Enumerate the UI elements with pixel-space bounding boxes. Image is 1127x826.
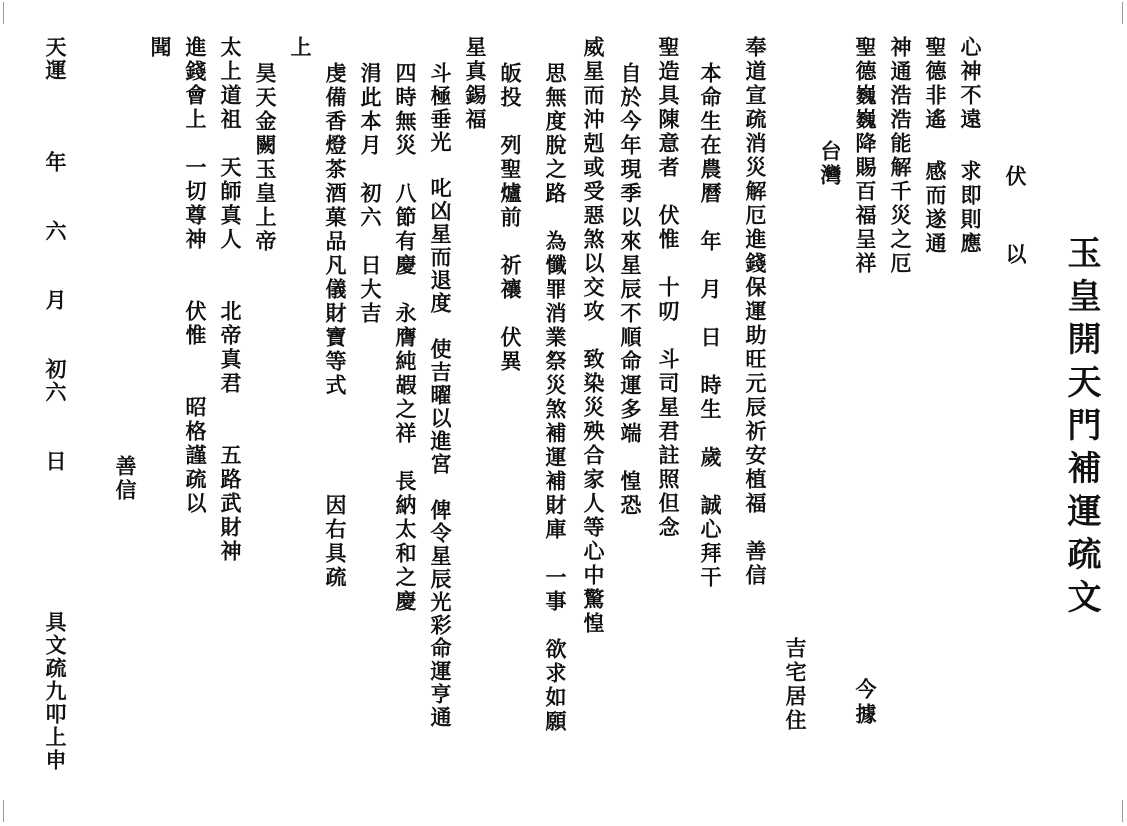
text-column-24: 太上道祖 天師真人 北帝真君 五路武財神	[218, 36, 243, 564]
text-column-21: 虔備香燈茶酒菓品凡儀財寶等式 因右具疏	[323, 62, 348, 590]
text-column-13: 自於今年現季以來星辰不順命運多端 惶恐	[618, 62, 643, 518]
text-column-10: 奉道宣疏消災解厄進錢保運助旺元辰祈安植福 善信	[743, 36, 768, 588]
text-column-17: 星真錫福	[463, 36, 488, 132]
text-column-14: 威星而沖剋或受惡煞以交攻 致染災殃合家人等心中驚惶	[581, 36, 606, 636]
text-column-9: 吉宅居住	[783, 637, 808, 733]
crop-mark-bottom-right	[1122, 800, 1123, 822]
text-column-26: 聞	[148, 36, 173, 60]
text-column-22: 上	[288, 36, 313, 60]
text-column-28: 天運 年 六 月 初六 日 具文疏九叩上申	[43, 36, 68, 772]
text-column-2: 心神不遠 求即則應	[958, 36, 983, 256]
text-column-5: 聖德巍巍降賜百福呈祥	[853, 36, 878, 276]
text-column-4: 神通浩浩能解千災之厄	[888, 36, 913, 276]
text-column-15: 思無度脫之路 為懺罪消業祭災煞補運補財庫 一事 欲求如願	[543, 62, 568, 734]
text-column-1: 伏 以	[1003, 165, 1028, 280]
text-column-25: 進錢會上 一切尊神 伏惟 昭格謹疏以	[183, 36, 208, 516]
text-column-16: 皈投 列聖爐前 祈禳 伏異	[498, 62, 523, 374]
text-column-11: 本命生在農曆 年 月 日 時生 歲 誠心拜干	[698, 62, 723, 590]
text-column-27: 善信	[113, 455, 138, 503]
text-column-18: 斗極垂光 叱凶星而退度 使吉曜以進宮 俾令星辰光彩命運亨通	[428, 62, 453, 729]
text-column-6: 台灣	[818, 140, 843, 188]
text-column-8: 據	[853, 703, 878, 727]
text-column-3: 聖德非遙 感而遂通	[923, 36, 948, 256]
crop-mark-bottom-left	[3, 800, 4, 822]
crop-mark-top-left	[3, 2, 4, 24]
text-column-20: 涓此本月 初六 日大吉	[358, 62, 383, 326]
text-column-7: 今	[853, 678, 878, 702]
text-column-19: 四時無災 八節有慶 永膺純嘏之祥 長納太和之慶	[393, 62, 418, 614]
text-column-23: 昊天金闕玉皇上帝	[253, 62, 278, 254]
document-title: 玉皇開天門補運疏文	[1061, 235, 1101, 622]
text-column-12: 聖造具陳意者 伏惟 十叨 斗司星君註照但念	[656, 36, 681, 540]
crop-mark-top-right	[1122, 2, 1123, 24]
